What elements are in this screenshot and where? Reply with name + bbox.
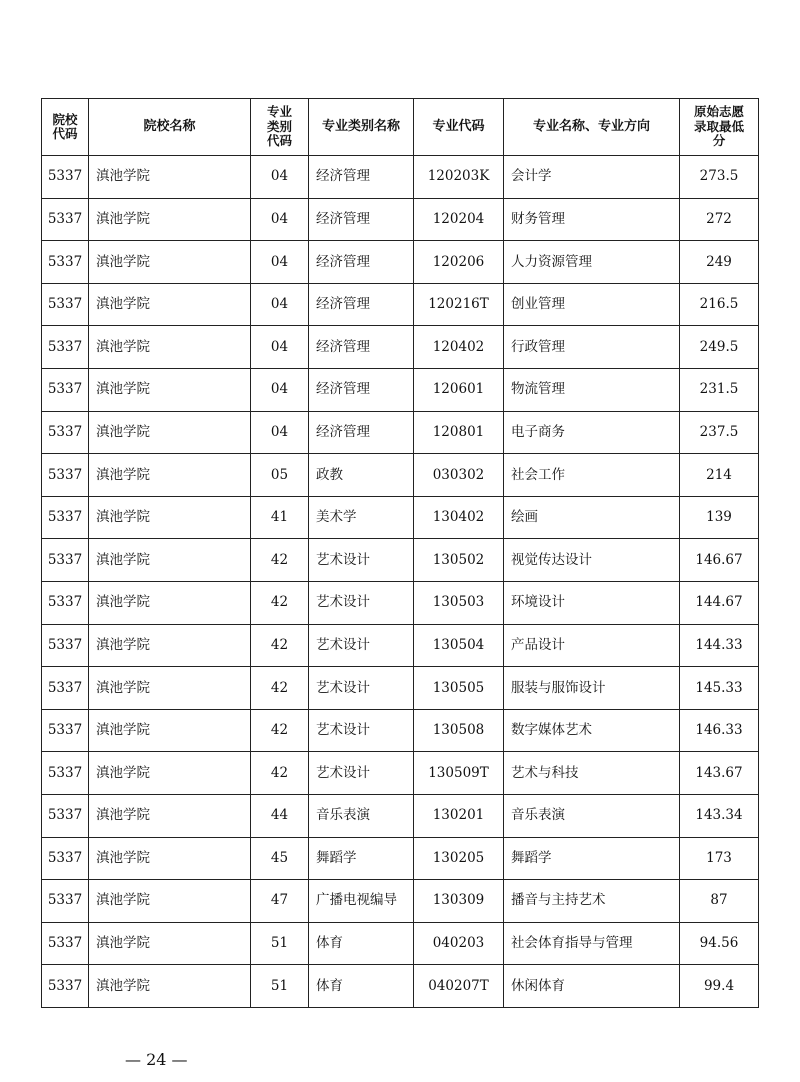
cell-school-code: 5337: [42, 667, 89, 710]
cell-major-code: 040203: [414, 922, 504, 965]
cell-major-name: 视觉传达设计: [504, 539, 680, 582]
cell-school-code: 5337: [42, 368, 89, 411]
cell-category-name: 艺术设计: [309, 539, 414, 582]
cell-category-code: 47: [251, 880, 309, 923]
table-row: [42, 539, 759, 582]
cell-school-name: 滇池学院: [89, 198, 251, 241]
cell-min-score: 249: [680, 241, 759, 284]
cell-school-code: 5337: [42, 880, 89, 923]
cell-school-name: 滇池学院: [89, 539, 251, 582]
cell-major-name: 音乐表演: [504, 794, 680, 837]
cell-category-code: 04: [251, 198, 309, 241]
cell-major-name: 产品设计: [504, 624, 680, 667]
cell-major-code: 120601: [414, 368, 504, 411]
table-row: [42, 454, 759, 497]
cell-category-name: 艺术设计: [309, 667, 414, 710]
cell-category-code: 44: [251, 794, 309, 837]
cell-school-code: 5337: [42, 965, 89, 1008]
cell-category-code: 51: [251, 922, 309, 965]
cell-school-code: 5337: [42, 709, 89, 752]
table-row: [42, 241, 759, 284]
table-row: [42, 880, 759, 923]
table-body: [42, 156, 759, 1008]
cell-school-code: 5337: [42, 581, 89, 624]
cell-school-name: 滇池学院: [89, 880, 251, 923]
cell-min-score: 139: [680, 496, 759, 539]
cell-major-name: 休闲体育: [504, 965, 680, 1008]
cell-school-name: 滇池学院: [89, 156, 251, 199]
cell-min-score: 272: [680, 198, 759, 241]
cell-min-score: 214: [680, 454, 759, 497]
cell-category-name: 经济管理: [309, 368, 414, 411]
page-number: — 24 —: [125, 1050, 188, 1069]
cell-major-code: 120801: [414, 411, 504, 454]
cell-major-name: 环境设计: [504, 581, 680, 624]
cell-category-name: 艺术设计: [309, 752, 414, 795]
cell-school-code: 5337: [42, 198, 89, 241]
cell-major-code: 120206: [414, 241, 504, 284]
table-row: [42, 965, 759, 1008]
cell-category-code: 04: [251, 411, 309, 454]
cell-category-code: 42: [251, 581, 309, 624]
cell-major-code: 130509T: [414, 752, 504, 795]
cell-min-score: 231.5: [680, 368, 759, 411]
cell-min-score: 143.34: [680, 794, 759, 837]
header-category-code: 专业 类别 代码: [251, 99, 309, 156]
cell-school-name: 滇池学院: [89, 326, 251, 369]
cell-category-code: 04: [251, 241, 309, 284]
cell-category-name: 体育: [309, 922, 414, 965]
header-school-name: 院校名称: [89, 99, 251, 156]
cell-major-code: 130201: [414, 794, 504, 837]
cell-min-score: 146.33: [680, 709, 759, 752]
cell-major-name: 社会工作: [504, 454, 680, 497]
cell-major-name: 数字媒体艺术: [504, 709, 680, 752]
cell-min-score: 99.4: [680, 965, 759, 1008]
cell-min-score: 143.67: [680, 752, 759, 795]
cell-major-code: 130402: [414, 496, 504, 539]
cell-major-name: 播音与主持艺术: [504, 880, 680, 923]
cell-major-code: 130504: [414, 624, 504, 667]
cell-category-name: 音乐表演: [309, 794, 414, 837]
cell-school-code: 5337: [42, 411, 89, 454]
cell-school-name: 滇池学院: [89, 752, 251, 795]
cell-category-code: 04: [251, 283, 309, 326]
cell-category-name: 广播电视编导: [309, 880, 414, 923]
cell-school-name: 滇池学院: [89, 581, 251, 624]
cell-min-score: 249.5: [680, 326, 759, 369]
cell-category-code: 42: [251, 539, 309, 582]
header-major-name: 专业名称、专业方向: [504, 99, 680, 156]
cell-school-name: 滇池学院: [89, 709, 251, 752]
cell-min-score: 237.5: [680, 411, 759, 454]
cell-major-name: 舞蹈学: [504, 837, 680, 880]
table-row: [42, 368, 759, 411]
cell-school-name: 滇池学院: [89, 411, 251, 454]
cell-category-name: 艺术设计: [309, 709, 414, 752]
header-major-code: 专业代码: [414, 99, 504, 156]
cell-min-score: 216.5: [680, 283, 759, 326]
cell-category-name: 经济管理: [309, 241, 414, 284]
table-row: [42, 283, 759, 326]
cell-school-code: 5337: [42, 794, 89, 837]
cell-category-name: 经济管理: [309, 198, 414, 241]
cell-school-name: 滇池学院: [89, 496, 251, 539]
cell-school-code: 5337: [42, 922, 89, 965]
cell-school-name: 滇池学院: [89, 922, 251, 965]
table-row: [42, 326, 759, 369]
cell-major-name: 物流管理: [504, 368, 680, 411]
cell-school-code: 5337: [42, 241, 89, 284]
cell-school-name: 滇池学院: [89, 624, 251, 667]
cell-major-code: 120204: [414, 198, 504, 241]
cell-major-code: 120216T: [414, 283, 504, 326]
cell-category-code: 42: [251, 709, 309, 752]
cell-school-name: 滇池学院: [89, 667, 251, 710]
cell-min-score: 145.33: [680, 667, 759, 710]
cell-major-name: 绘画: [504, 496, 680, 539]
cell-major-name: 会计学: [504, 156, 680, 199]
table-row: [42, 496, 759, 539]
admission-score-table: [41, 98, 759, 1008]
cell-major-name: 财务管理: [504, 198, 680, 241]
table-row: [42, 667, 759, 710]
cell-category-code: 05: [251, 454, 309, 497]
cell-major-code: 120203K: [414, 156, 504, 199]
cell-category-name: 经济管理: [309, 283, 414, 326]
cell-school-name: 滇池学院: [89, 454, 251, 497]
cell-school-code: 5337: [42, 454, 89, 497]
cell-min-score: 273.5: [680, 156, 759, 199]
table-row: [42, 752, 759, 795]
table-row: [42, 709, 759, 752]
cell-category-code: 45: [251, 837, 309, 880]
cell-school-name: 滇池学院: [89, 837, 251, 880]
cell-category-name: 经济管理: [309, 411, 414, 454]
cell-major-code: 030302: [414, 454, 504, 497]
table-header: [42, 99, 759, 156]
cell-school-code: 5337: [42, 752, 89, 795]
table-row: [42, 156, 759, 199]
table-row: [42, 624, 759, 667]
cell-major-name: 电子商务: [504, 411, 680, 454]
cell-category-code: 51: [251, 965, 309, 1008]
cell-school-name: 滇池学院: [89, 241, 251, 284]
cell-school-code: 5337: [42, 837, 89, 880]
cell-major-code: 130508: [414, 709, 504, 752]
table-row: [42, 411, 759, 454]
table-row: [42, 922, 759, 965]
cell-school-code: 5337: [42, 539, 89, 582]
cell-category-name: 经济管理: [309, 156, 414, 199]
cell-school-name: 滇池学院: [89, 965, 251, 1008]
header-min-score: 原始志愿 录取最低 分: [680, 99, 759, 156]
cell-school-code: 5337: [42, 624, 89, 667]
header-school-code: 院校 代码: [42, 99, 89, 156]
cell-major-code: 130502: [414, 539, 504, 582]
cell-min-score: 144.67: [680, 581, 759, 624]
table-row: [42, 837, 759, 880]
cell-category-name: 经济管理: [309, 326, 414, 369]
cell-major-code: 120402: [414, 326, 504, 369]
table-row: [42, 581, 759, 624]
cell-major-code: 130309: [414, 880, 504, 923]
cell-school-name: 滇池学院: [89, 794, 251, 837]
cell-category-name: 艺术设计: [309, 581, 414, 624]
cell-category-name: 政教: [309, 454, 414, 497]
cell-category-name: 美术学: [309, 496, 414, 539]
cell-major-name: 行政管理: [504, 326, 680, 369]
cell-school-code: 5337: [42, 156, 89, 199]
cell-category-code: 04: [251, 156, 309, 199]
cell-category-name: 舞蹈学: [309, 837, 414, 880]
cell-min-score: 87: [680, 880, 759, 923]
cell-major-code: 130505: [414, 667, 504, 710]
cell-category-code: 42: [251, 752, 309, 795]
cell-category-code: 42: [251, 667, 309, 710]
cell-category-code: 04: [251, 368, 309, 411]
cell-major-name: 服装与服饰设计: [504, 667, 680, 710]
cell-category-code: 41: [251, 496, 309, 539]
cell-school-name: 滇池学院: [89, 368, 251, 411]
cell-major-name: 创业管理: [504, 283, 680, 326]
cell-major-name: 艺术与科技: [504, 752, 680, 795]
table-row: [42, 794, 759, 837]
cell-major-code: 040207T: [414, 965, 504, 1008]
cell-min-score: 146.67: [680, 539, 759, 582]
table-row: [42, 198, 759, 241]
cell-category-code: 42: [251, 624, 309, 667]
cell-major-code: 130503: [414, 581, 504, 624]
cell-school-code: 5337: [42, 496, 89, 539]
cell-category-name: 体育: [309, 965, 414, 1008]
cell-major-code: 130205: [414, 837, 504, 880]
cell-major-name: 人力资源管理: [504, 241, 680, 284]
header-category-name: 专业类别名称: [309, 99, 414, 156]
cell-min-score: 94.56: [680, 922, 759, 965]
cell-min-score: 173: [680, 837, 759, 880]
cell-category-name: 艺术设计: [309, 624, 414, 667]
header-row: [42, 99, 759, 156]
cell-school-code: 5337: [42, 326, 89, 369]
cell-category-code: 04: [251, 326, 309, 369]
cell-min-score: 144.33: [680, 624, 759, 667]
cell-school-name: 滇池学院: [89, 283, 251, 326]
cell-school-code: 5337: [42, 283, 89, 326]
cell-major-name: 社会体育指导与管理: [504, 922, 680, 965]
